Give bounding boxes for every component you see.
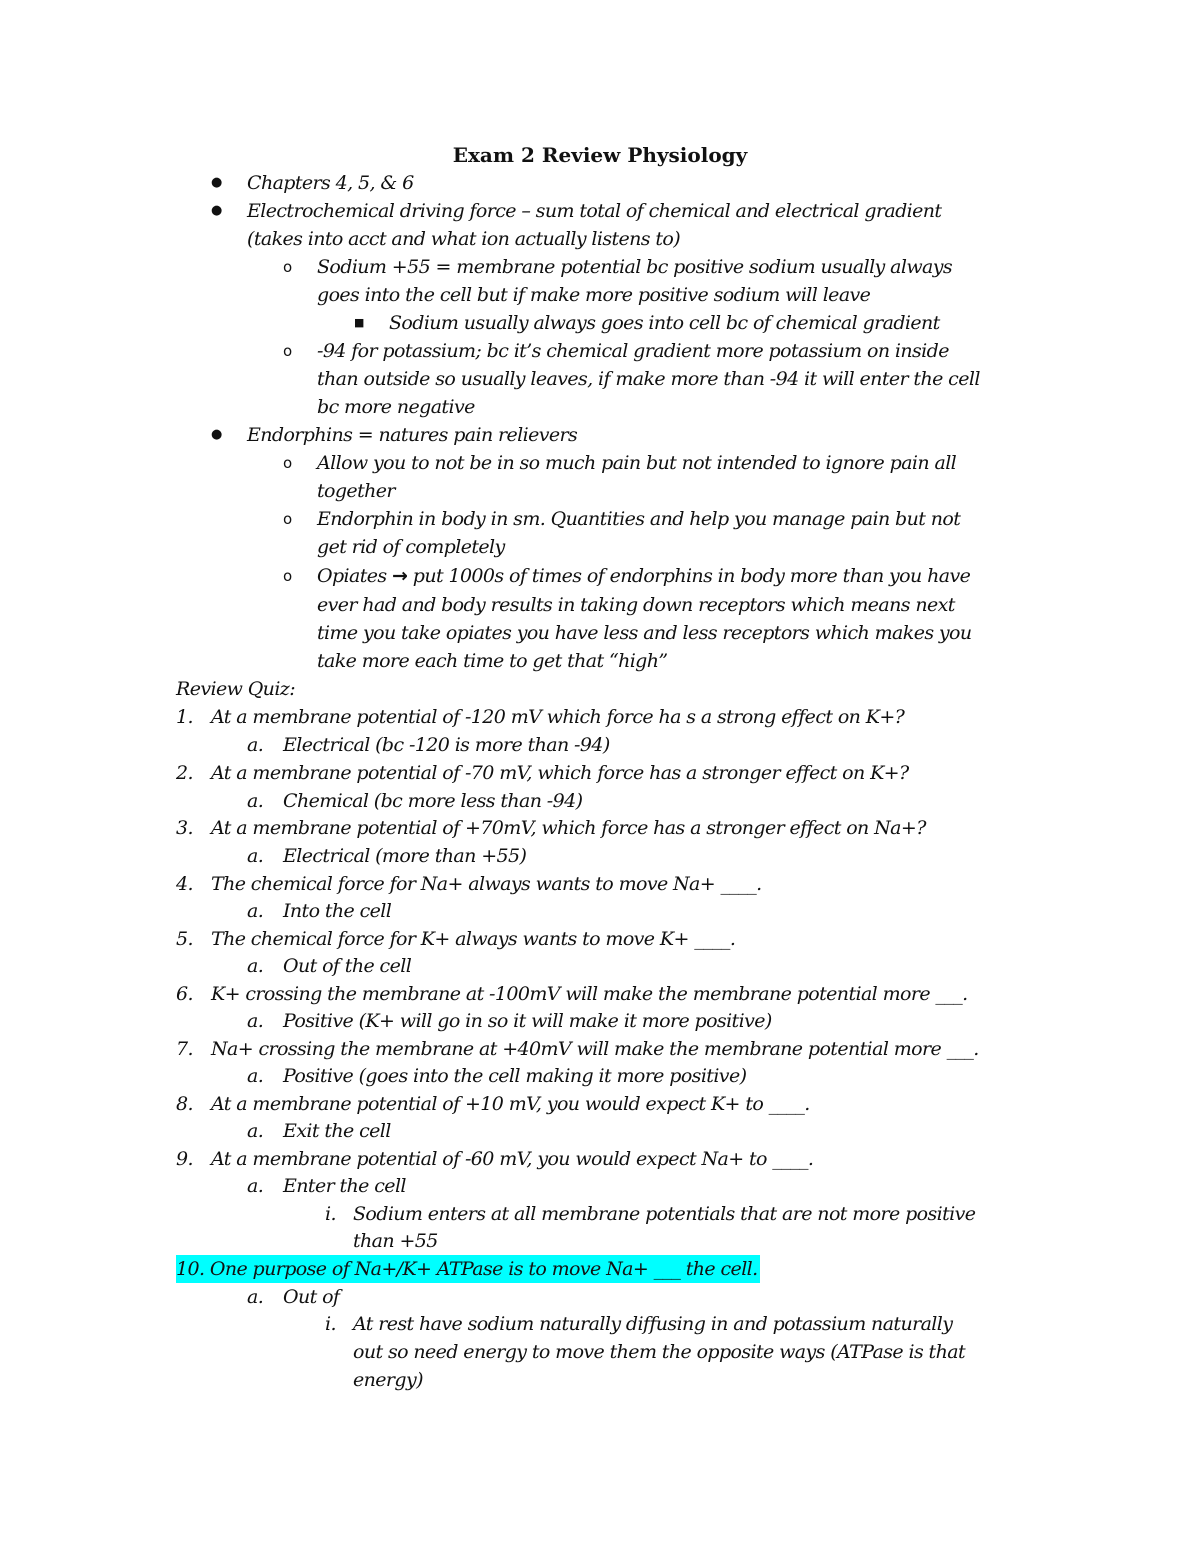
answer-text: Electrical (bc -120 is more than -94) xyxy=(283,734,610,756)
answer-text: Positive (K+ will go in so it will make it more positive) xyxy=(283,1010,772,1032)
sub-bullet-text: Endorphin in body in sm. Quantities and help you manage pain but not xyxy=(317,508,961,530)
question-number: 1. xyxy=(176,706,193,728)
answer-letter: a. xyxy=(247,1175,264,1197)
answer-text: Exit the cell xyxy=(283,1120,391,1142)
sub-bullet-text-continued: bc more negative xyxy=(317,396,475,418)
sub-bullet-text: -94 for potassium; bc it’s chemical gradient more potassium on inside xyxy=(317,340,949,362)
question-number: 3. xyxy=(176,817,193,839)
question-text: Na+ crossing the membrane at +40mV will make the membrane potential more ___. xyxy=(211,1038,979,1060)
answer-text: Positive (goes into the cell making it more positive) xyxy=(283,1065,747,1087)
answer-letter: a. xyxy=(247,734,264,756)
question-text: At a membrane potential of -60 mV, you would expect Na+ to ____. xyxy=(211,1148,814,1170)
question-text: At a membrane potential of -120 mV which force ha s a strong effect on K+? xyxy=(211,706,905,728)
bullet-text: Electrochemical driving force – sum total of chemical and electrical gradient xyxy=(247,200,942,222)
answer-letter: a. xyxy=(247,1120,264,1142)
answer-text: Into the cell xyxy=(283,900,392,922)
bullet-text: Chapters 4, 5, & 6 xyxy=(247,172,414,194)
sub-bullet-text-continued: ever had and body results in taking down receptors which means next xyxy=(317,594,955,616)
note-text-continued: energy) xyxy=(353,1369,423,1391)
opiates-text: put 1000s of times of endorphins in body more than you have xyxy=(407,565,971,587)
sub-bullet-marker: o xyxy=(283,454,292,472)
sub-bullet-text-continued: than outside so usually leaves, if make more than -94 it will enter the cell xyxy=(317,368,980,390)
note-numeral: i. xyxy=(325,1203,336,1225)
bullet-text-continued: (takes into acct and what ion actually listens to) xyxy=(247,228,681,250)
opiates-label: Opiates xyxy=(317,565,393,587)
note-text-continued: than +55 xyxy=(353,1230,438,1252)
arrow-right-icon: → xyxy=(392,565,408,587)
sub-bullet-marker: o xyxy=(283,567,292,585)
sub-bullet-text-continued: goes into the cell but if make more positive sodium will leave xyxy=(317,284,871,306)
answer-letter: a. xyxy=(247,790,264,812)
answer-letter: a. xyxy=(247,955,264,977)
answer-letter: a. xyxy=(247,1010,264,1032)
highlighted-question: 10. One purpose of Na+/K+ ATPase is to move Na+ ___ the cell. xyxy=(176,1255,760,1283)
sub-bullet-text xyxy=(317,562,970,590)
note-text-continued: out so need energy to move them the opposite ways (ATPase is that xyxy=(353,1341,965,1363)
sub-bullet-text-continued: together xyxy=(317,480,395,502)
question-number: 8. xyxy=(176,1093,193,1115)
sub-bullet-marker: o xyxy=(283,510,292,528)
question-text: At a membrane potential of +10 mV, you would expect K+ to ____. xyxy=(211,1093,810,1115)
bullet-marker: ● xyxy=(211,203,222,218)
note-numeral: i. xyxy=(325,1313,336,1335)
quiz-heading: Review Quiz: xyxy=(176,678,296,700)
sub-bullet-marker: o xyxy=(283,258,292,276)
sub-bullet-marker: o xyxy=(283,342,292,360)
answer-letter: a. xyxy=(247,900,264,922)
question-text: At a membrane potential of -70 mV, which force has a stronger effect on K+? xyxy=(211,762,909,784)
bullet-text: Endorphins = natures pain relievers xyxy=(247,424,578,446)
answer-text: Out of the cell xyxy=(283,955,412,977)
question-text: K+ crossing the membrane at -100mV will make the membrane potential more ___. xyxy=(211,983,968,1005)
question-number: 7. xyxy=(176,1038,193,1060)
question-number: 2. xyxy=(176,762,193,784)
note-text: Sodium enters at all membrane potentials that are not more positive xyxy=(353,1203,976,1225)
answer-letter: a. xyxy=(247,845,264,867)
answer-text: Out of xyxy=(283,1286,340,1308)
question-number: 5. xyxy=(176,928,193,950)
question-number: 4. xyxy=(176,873,193,895)
bullet-marker: ● xyxy=(211,427,222,442)
sub-sub-bullet-text: Sodium usually always goes into cell bc of chemical gradient xyxy=(389,312,940,334)
question-text: At a membrane potential of +70mV, which force has a stronger effect on Na+? xyxy=(211,817,926,839)
answer-text: Chemical (bc more less than -94) xyxy=(283,790,583,812)
sub-bullet-text-continued: take more each time to get that “high” xyxy=(317,650,668,672)
sub-bullet-text-continued: time you take opiates you have less and less receptors which makes you xyxy=(317,622,972,644)
answer-letter: a. xyxy=(247,1286,264,1308)
bullet-marker: ● xyxy=(211,175,222,190)
answer-text: Electrical (more than +55) xyxy=(283,845,527,867)
sub-bullet-text-continued: get rid of completely xyxy=(317,536,505,558)
note-text: At rest have sodium naturally diffusing in and potassium naturally xyxy=(353,1313,953,1335)
sub-sub-bullet-marker: ■ xyxy=(354,316,364,329)
question-text: The chemical force for K+ always wants to move K+ ____. xyxy=(211,928,736,950)
answer-letter: a. xyxy=(247,1065,264,1087)
question-number: 9. xyxy=(176,1148,193,1170)
question-number: 6. xyxy=(176,983,193,1005)
question-text: The chemical force for Na+ always wants to move Na+ ____. xyxy=(211,873,762,895)
answer-text: Enter the cell xyxy=(283,1175,406,1197)
sub-bullet-text: Allow you to not be in so much pain but not intended to ignore pain all xyxy=(317,452,957,474)
sub-bullet-text: Sodium +55 = membrane potential bc positive sodium usually always xyxy=(317,256,953,278)
document-title: Exam 2 Review Physiology xyxy=(452,143,748,167)
